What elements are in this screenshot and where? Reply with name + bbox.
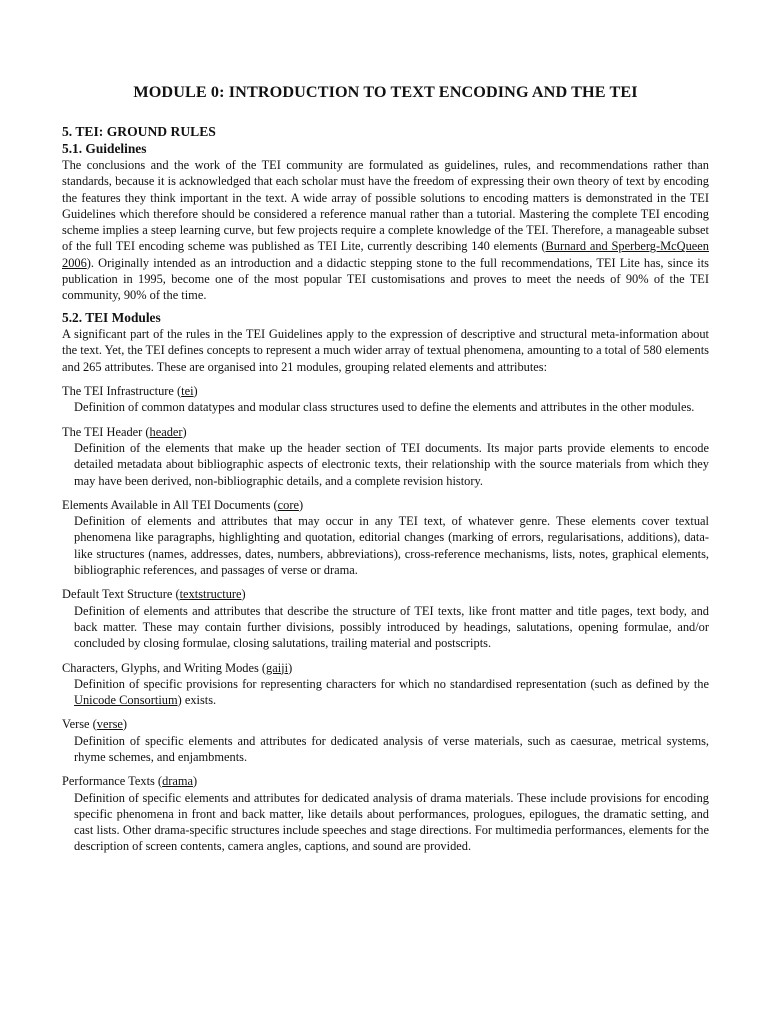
module-code-link[interactable]: header: [149, 424, 183, 439]
module-code-link[interactable]: textstructure: [179, 587, 242, 602]
module-entry: [62, 773, 709, 854]
module-entry: [62, 716, 709, 765]
unicode-consortium-link[interactable]: Unicode Consortium: [74, 693, 178, 708]
module-entry: [62, 497, 709, 578]
module-code-link[interactable]: tei: [181, 384, 194, 399]
document-title: MODULE 0: INTRODUCTION TO TEXT ENCODING AND THE TEI: [133, 83, 638, 101]
subsection-heading-guidelines: 5.1. Guidelines: [62, 140, 147, 156]
module-definition: Definition of common datatypes and modular class structures used to define the elements and attributes in the other modules.: [74, 400, 695, 415]
module-code-link[interactable]: core: [277, 497, 299, 512]
module-definition: Definition of elements and attributes that describe the structure of TEI texts, like front matter and title pages, text body, and back matter. These may contain further divisions, possibly introduced by headings, salutations, opening formulae, and/or concluded by closing formulae, closing salutations, trailing material and postscripts.: [74, 603, 709, 651]
module-code-link[interactable]: drama: [162, 774, 194, 789]
module-term: Verse (verse): [62, 717, 128, 732]
citation-link[interactable]: Burnard and Sperberg-McQueen 2006: [62, 239, 709, 270]
section-heading: 5. TEI: GROUND RULES: [62, 124, 216, 139]
module-term: The TEI Header (header): [62, 424, 187, 439]
module-code-link[interactable]: gaiji: [266, 660, 289, 675]
module-term: Characters, Glyphs, and Writing Modes (gaiji): [62, 660, 293, 675]
module-code-link[interactable]: verse: [96, 717, 123, 732]
module-definition: Definition of elements and attributes that may occur in any TEI text, of whatever genre. These elements cover textual phenomena like paragraphs, highlighting and quotation, editorial changes (marking of errors, regularisations, additions), data-like structures (names, addresses, dates, numbers, abbreviations), cross-reference mechanisms, lists, notes, graphical elements, bibliographic references, and passages of verse or drama.: [74, 514, 709, 578]
modules-intro-paragraph: A significant part of the rules in the TEI Guidelines apply to the expression of descriptive and structural meta-information about the text. Yet, the TEI defines concepts to represent a much wider array of textual phenomena, amounting to a total of 580 elements and 265 attributes. These are organised into 21 modules, grouping related elements and attributes:: [62, 327, 709, 374]
module-term: The TEI Infrastructure (tei): [62, 384, 198, 399]
subsection-heading-modules: 5.2. TEI Modules: [62, 309, 161, 325]
guidelines-paragraph: The conclusions and the work of the TEI community are formulated as guidelines, rules, and recommendations rather than standards, because it is acknowledged that each scholar must have the freedom of expressing their own theory of text by encoding the features they think important in the text. A wide array of possible solutions to encoding matters is demonstrated in the TEI Guidelines which therefore should be considered a reference manual rather than a tutorial. Mastering the complete TEI encoding scheme implies a steep learning curve, but few projects require a complete knowledge of the TEI. Therefore, a manageable subset of the full TEI encoding scheme was published as TEI Lite, currently describing 140 elements (Burnard and Sperberg-McQueen 2006). Originally intended as an introduction and a didactic stepping stone to the full recommendations, TEI Lite has, since its publication in 1995, become one of the most popular TEI customisations and proves to meet the needs of 90% of the TEI community, 90% of the time.: [62, 158, 709, 303]
module-term: Default Text Structure (textstructure): [62, 587, 246, 602]
module-definition: Definition of the elements that make up the header section of TEI documents. Its major parts provide elements to encode detailed metadata about bibliographic aspects of electronic texts, their relationship with the source materials from which they may have been derived, non-bibliographic details, and a complete revision history.: [74, 440, 709, 488]
module-entry: [62, 660, 709, 709]
module-term: Elements Available in All TEI Documents (core): [62, 497, 304, 512]
module-term: Performance Texts (drama): [62, 774, 198, 789]
module-entry: [62, 586, 709, 651]
module-entry: [62, 383, 709, 416]
module-definition: Definition of specific elements and attributes for dedicated analysis of verse materials, such as caesurae, metrical systems, rhyme schemes, and enjambments.: [74, 733, 709, 764]
module-definition: Definition of specific provisions for representing characters for which no standardised representation (such as defined by the Unicode Consortium) exists.: [74, 676, 709, 708]
module-definition: Definition of specific elements and attributes for dedicated analysis of drama materials. These include provisions for encoding specific phenomena in front and back matter, like details about performances, prologues, epilogues, the dramatic setting, and cast lists. Other drama-specific structures include speeches and stage directions. For multimedia performances, elements for the description of screen contents, camera angles, captions, and sound are provided.: [74, 790, 709, 854]
module-entry: [62, 424, 709, 489]
